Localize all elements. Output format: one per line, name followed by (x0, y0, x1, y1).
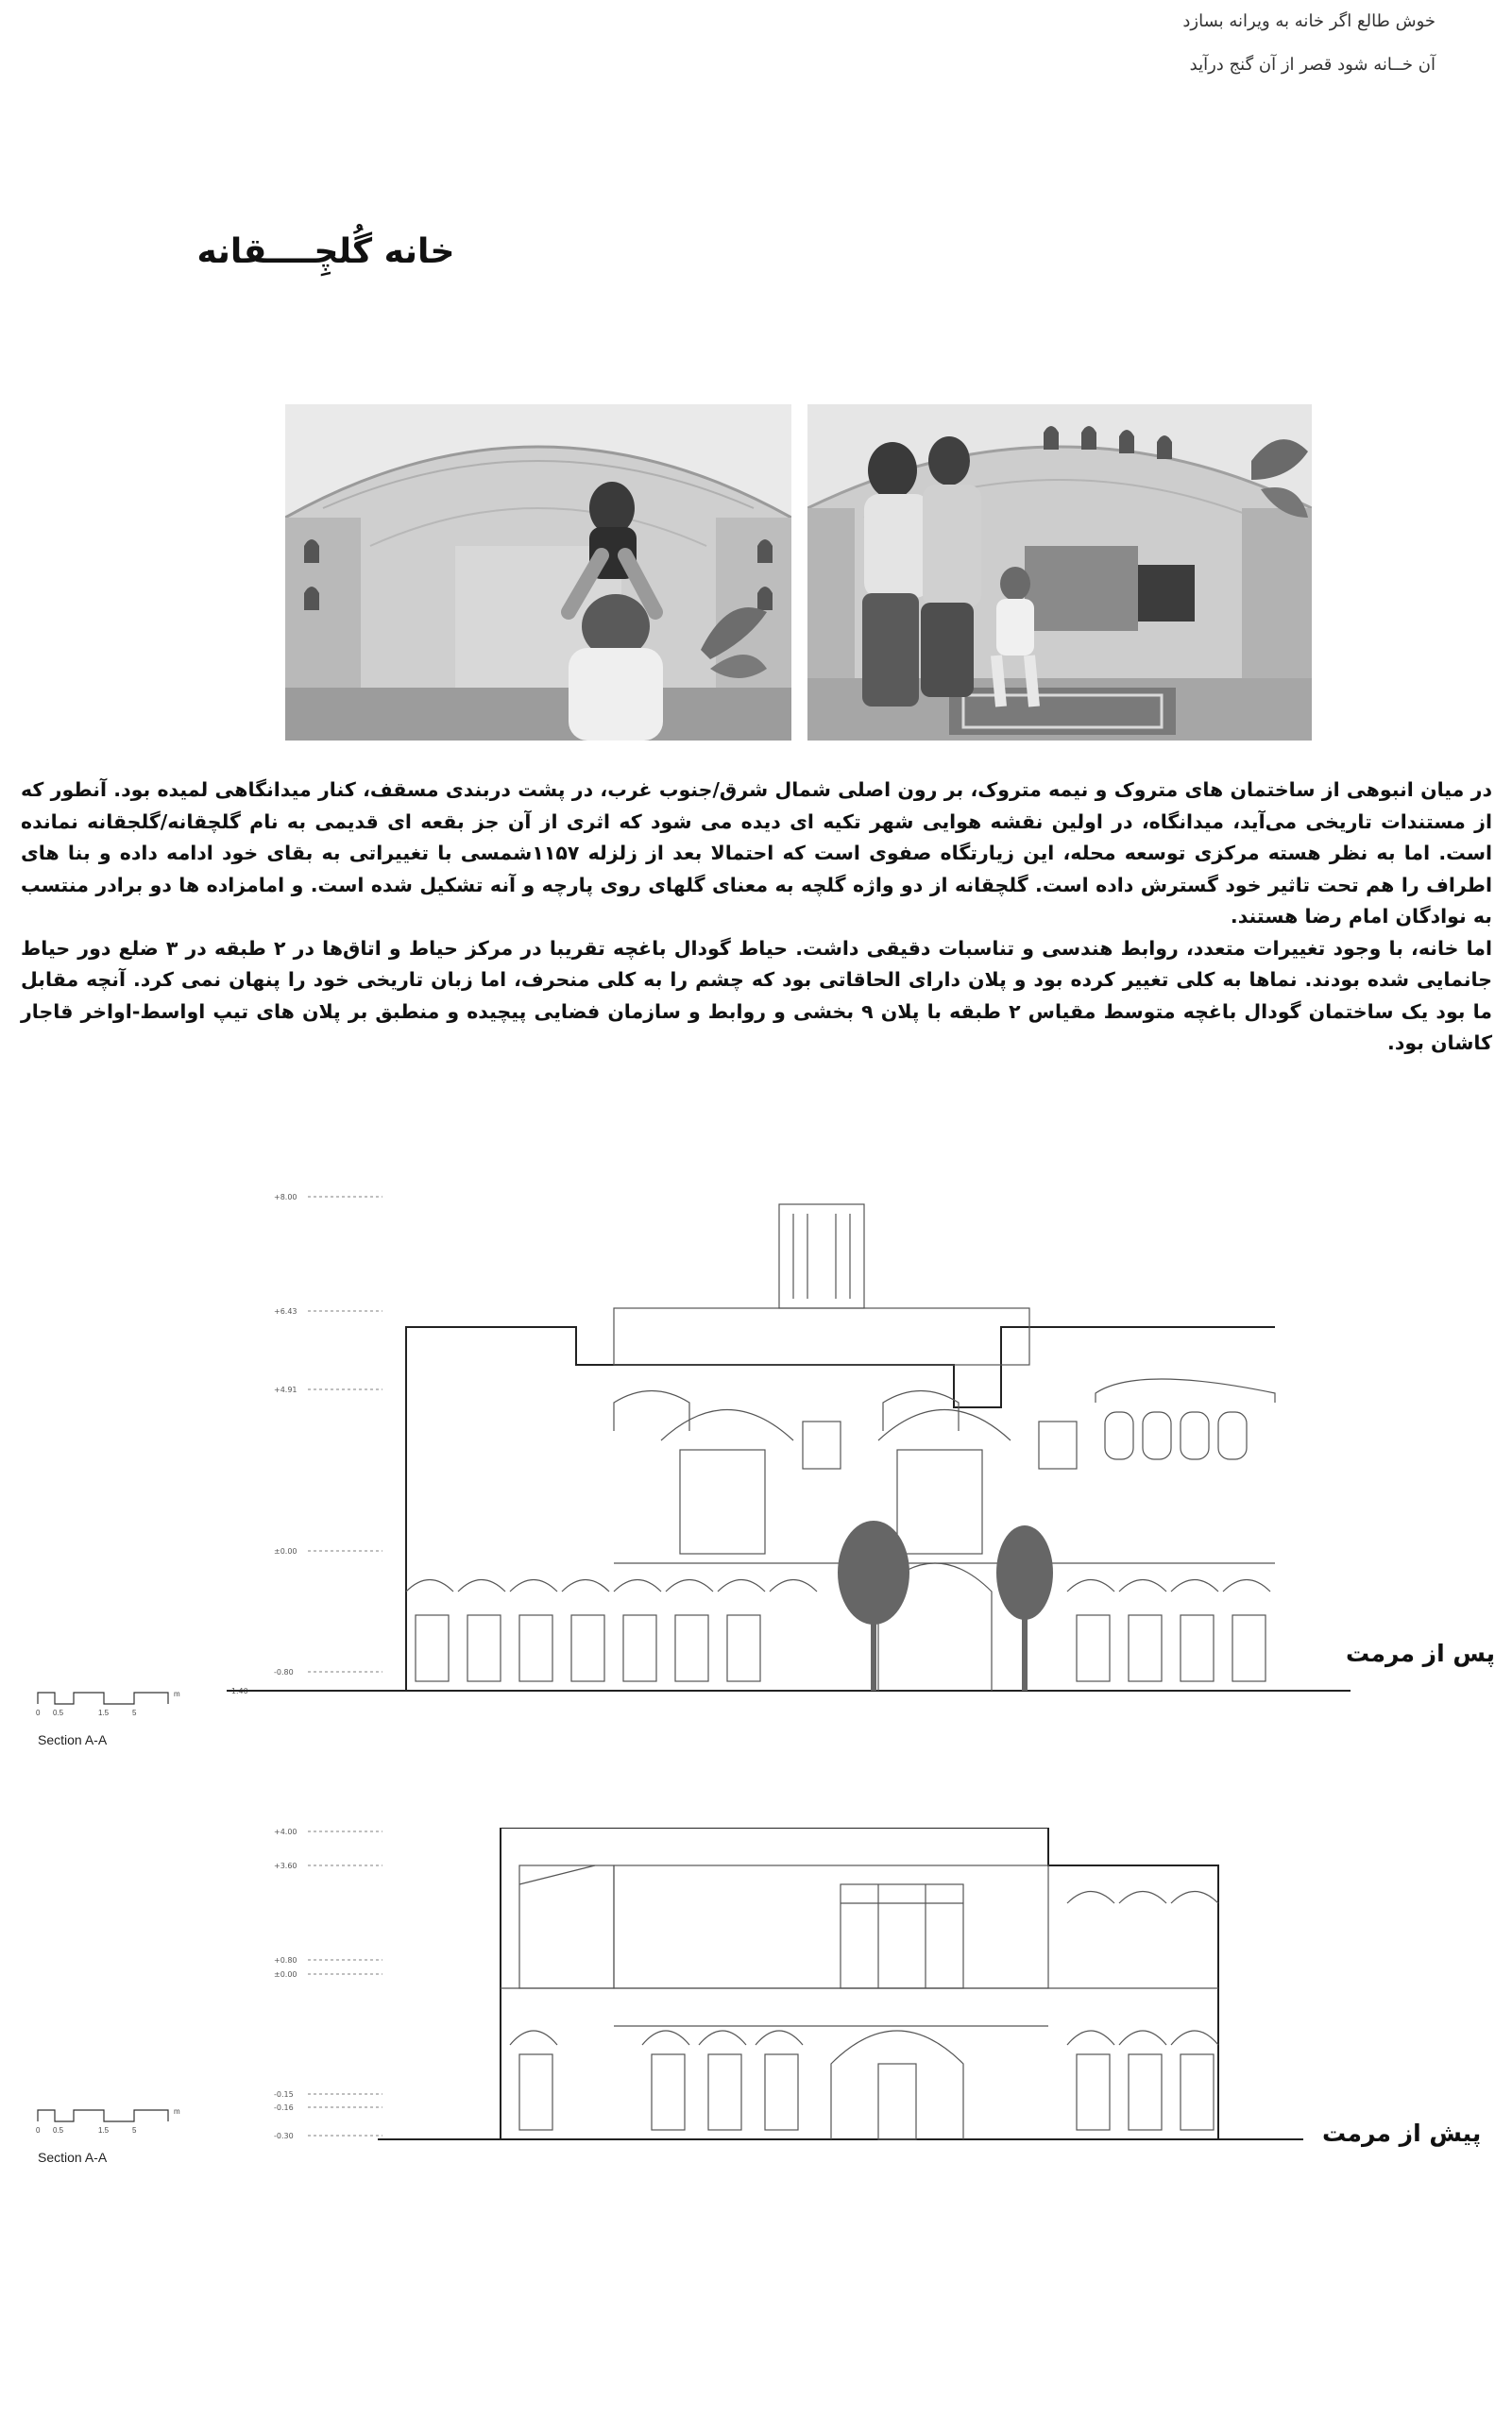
photo-hall-lifting-child (285, 404, 791, 741)
caption-before-restoration: پیش از مرمت (1322, 2120, 1482, 2147)
scale-tick: 0.5 (53, 2126, 64, 2135)
poem-line-2: آن خــانه شود قصر از آن گنج درآید (1189, 55, 1436, 75)
scale-bar (36, 2101, 187, 2142)
level-label: -0.80 (274, 1668, 294, 1677)
scale-tick: 1.5 (98, 2126, 110, 2135)
scale-tick: 5 (132, 2126, 137, 2135)
paragraph-history: در میان انبوهی از ساختمان های متروک و نیمه متروک، بر رون اصلی شمال شرق/جنوب غرب، در پشت دربندی مسقف، کنار میدانگاهی لمیده بود. آنطور که از مستندات تاریخی می‌آید، میدانگاه، در اولین نقشه هوایی شهر تکیه ای دیده می شود که اثری از آن جز بقعه ای قدیمی به نام گلچقانه/گلجقانه نمانده است. اما به نظر هسته مرکزی توسعه محله، این زیارتگاه صفوی است که احتمالا بعد از زلزله ۱۱۵۷شمسی با تغییراتی به بقای خود ادامه داده و بنا های اطراف را هم تحت تاثیر خود گسترش داده است. گلچقانه از دو واژه گلچه به معنای گلهای روی پارچه و آنه تشکیل شده است. و امامزاده ها دو برادر منتسب به نوادگان امام رضا هستند. (21, 778, 1493, 928)
caption-after-restoration: پس از مرمت (1346, 1640, 1496, 1667)
page-title: خانه گُلچِــــقانه (196, 232, 455, 271)
poem-line-1: خوش طالع اگر خانه به ویرانه بسازد (1182, 11, 1436, 31)
scale-tick: 1.5 (98, 1709, 110, 1717)
scale-unit: m (174, 1690, 180, 1698)
section-label: Section A-A (38, 2150, 108, 2165)
level-label: +6.43 (274, 1307, 297, 1316)
section-drawing-before-restoration (217, 1828, 1369, 2171)
scale-tick: 0 (36, 2126, 41, 2135)
level-label: -0.30 (274, 2132, 294, 2140)
section-label: Section A-A (38, 1732, 108, 1747)
description-text (21, 775, 1492, 1060)
level-label: +4.91 (274, 1386, 297, 1394)
photo-hall-dancing (807, 404, 1312, 741)
section-drawing-after-restoration (217, 1176, 1369, 1709)
level-label: -0.15 (274, 2090, 294, 2099)
level-label: +8.00 (274, 1193, 297, 1201)
scale-tick: 5 (132, 1709, 137, 1717)
scale-tick: 0.5 (53, 1709, 64, 1717)
scale-bar (36, 1683, 187, 1725)
level-label: +0.80 (274, 1956, 297, 1965)
scale-unit: m (174, 2107, 180, 2116)
paragraph-architecture: اما خانه، با وجود تغییرات متعدد، روابط هندسی و تناسبات دقیقی داشت. حیاط گودال باغچه تقریبا در مرکز حیاط و اتاق‌ها در ۲ طبقه در ۳ ضلع دور حیاط جانمایی شده بودند. نماها به کلی تغییر کرده بود و پلان دارای الحاقاتی بود که چشم را به کلی منحرف، اما زبان تاریخی خود را پنهان نمی کرد. آنچه مقابل ما بود یک ساختمان گودال باغچه متوسط مقیاس ۲ طبقه با پلان ۹ بخشی و روابط و سازمان فضایی پیچیده و منطبق بر پلان های تیپ اواسط-اواخر قاجار کاشان بود. (21, 936, 1492, 1054)
level-label: +3.60 (274, 1862, 297, 1870)
level-label: ±0.00 (274, 1547, 297, 1556)
level-label: ±0.00 (274, 1970, 297, 1979)
level-label: +4.00 (274, 1828, 297, 1836)
level-label: -0.16 (274, 2103, 294, 2112)
scale-tick: 0 (36, 1709, 41, 1717)
level-label: -1.40 (229, 1687, 248, 1695)
